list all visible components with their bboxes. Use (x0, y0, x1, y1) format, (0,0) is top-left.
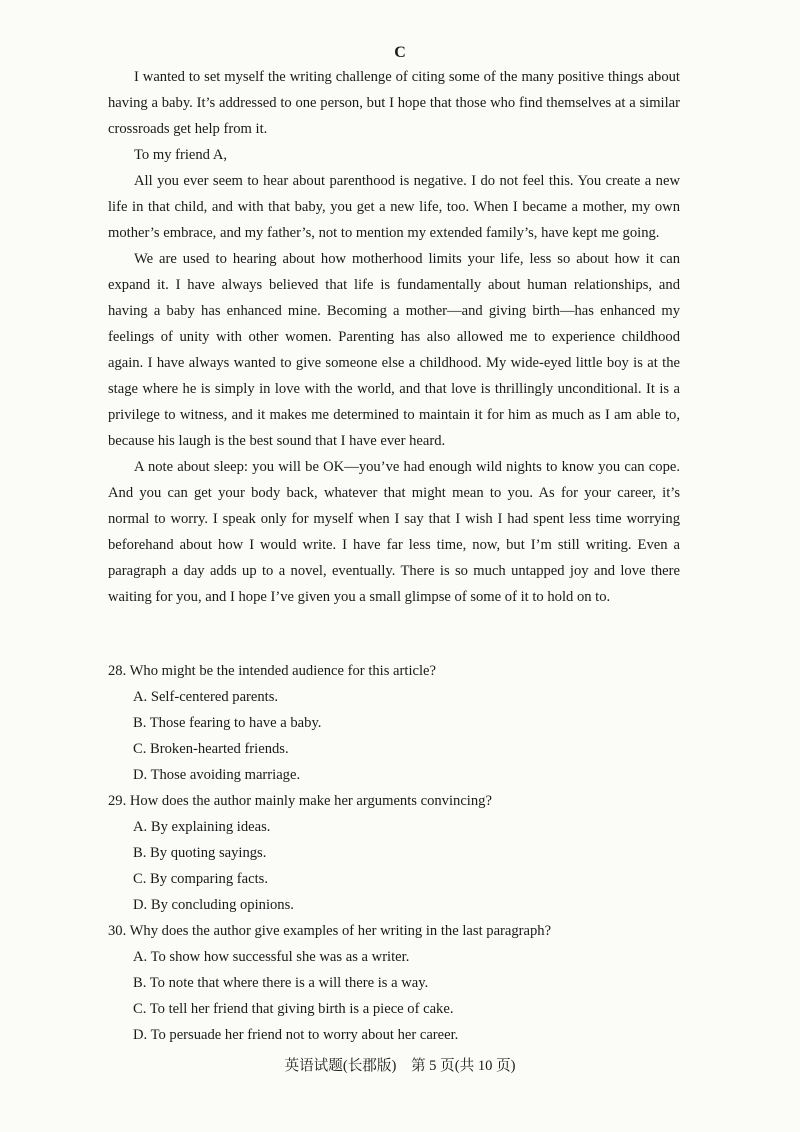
option-b: B. By quoting sayings. (133, 845, 267, 861)
passage-paragraph-2: We are used to hearing about how motherhood limits your life, less so about how it can expand it. I have always believed that life is fundamentally about human relationships, and having a baby has enhanced mine. Becoming a mother—and giving birth—has enhanced my feelings of unity with other women. Parenting has also allowed me to experience childhood again. I have always wanted to give someone else a childhood. My wide-eyed little boy is at the stage where he is simply in love with the world, and that love is thrillingly unconditional. It is a privilege to witness, and it makes me determined to maintain it for him as much as I am able to, because his laugh is the best sound that I have ever heard. (108, 251, 680, 449)
questions (108, 658, 688, 1048)
option-c: C. Broken-hearted friends. (133, 741, 289, 757)
option-a: A. By explaining ideas. (133, 819, 271, 835)
option-b: B. To note that where there is a will there is a way. (133, 975, 429, 991)
section-letter: C (394, 44, 406, 61)
passage-salutation: To my friend A, (134, 147, 228, 163)
passage-paragraph-intro: I wanted to set myself the writing challenge of citing some of the many positive things about having a baby. It’s addressed to one person, but I hope that those who find themselves at a similar crossroads get help from it. (108, 69, 680, 137)
option-a: A. Self-centered parents. (133, 689, 279, 705)
question-28 (108, 658, 688, 788)
page-footer: 英语试题(长郡版) 第 5 页(共 10 页) (284, 1058, 516, 1074)
option-c: C. To tell her friend that giving birth is a piece of cake. (133, 1001, 454, 1017)
passage (108, 64, 680, 610)
option-c: C. By comparing facts. (133, 871, 268, 887)
question-30 (108, 918, 688, 1048)
option-d: D. By concluding opinions. (133, 897, 294, 913)
passage-paragraph-1: All you ever seem to hear about parenthood is negative. I do not feel this. You create a new life in that child, and with that baby, you get a new life, too. When I became a mother, my own mother’s embrace, and my father’s, not to mention my extended family’s, have kept me going. (108, 173, 680, 241)
option-b: B. Those fearing to have a baby. (133, 715, 322, 731)
question-stem: 29. How does the author mainly make her arguments convincing? (108, 793, 492, 809)
option-a: A. To show how successful she was as a writer. (133, 949, 410, 965)
option-d: D. Those avoiding marriage. (133, 767, 301, 783)
question-stem: 28. Who might be the intended audience for this article? (108, 663, 436, 679)
passage-paragraph-3: A note about sleep: you will be OK—you’ve had enough wild nights to know you can cope. And you can get your body back, whatever that might mean to you. As for your career, it’s normal to worry. I speak only for myself when I say that I wish I had spent less time worrying beforehand about how I would write. I have far less time, now, but I’m still writing. Even a paragraph a day adds up to a novel, eventually. There is so much untapped joy and love there waiting for you, and I hope I’ve given you a small glimpse of some of it to hold on to. (108, 459, 680, 605)
question-stem: 30. Why does the author give examples of her writing in the last paragraph? (108, 923, 552, 939)
question-29 (108, 788, 688, 918)
option-d: D. To persuade her friend not to worry about her career. (133, 1027, 459, 1043)
